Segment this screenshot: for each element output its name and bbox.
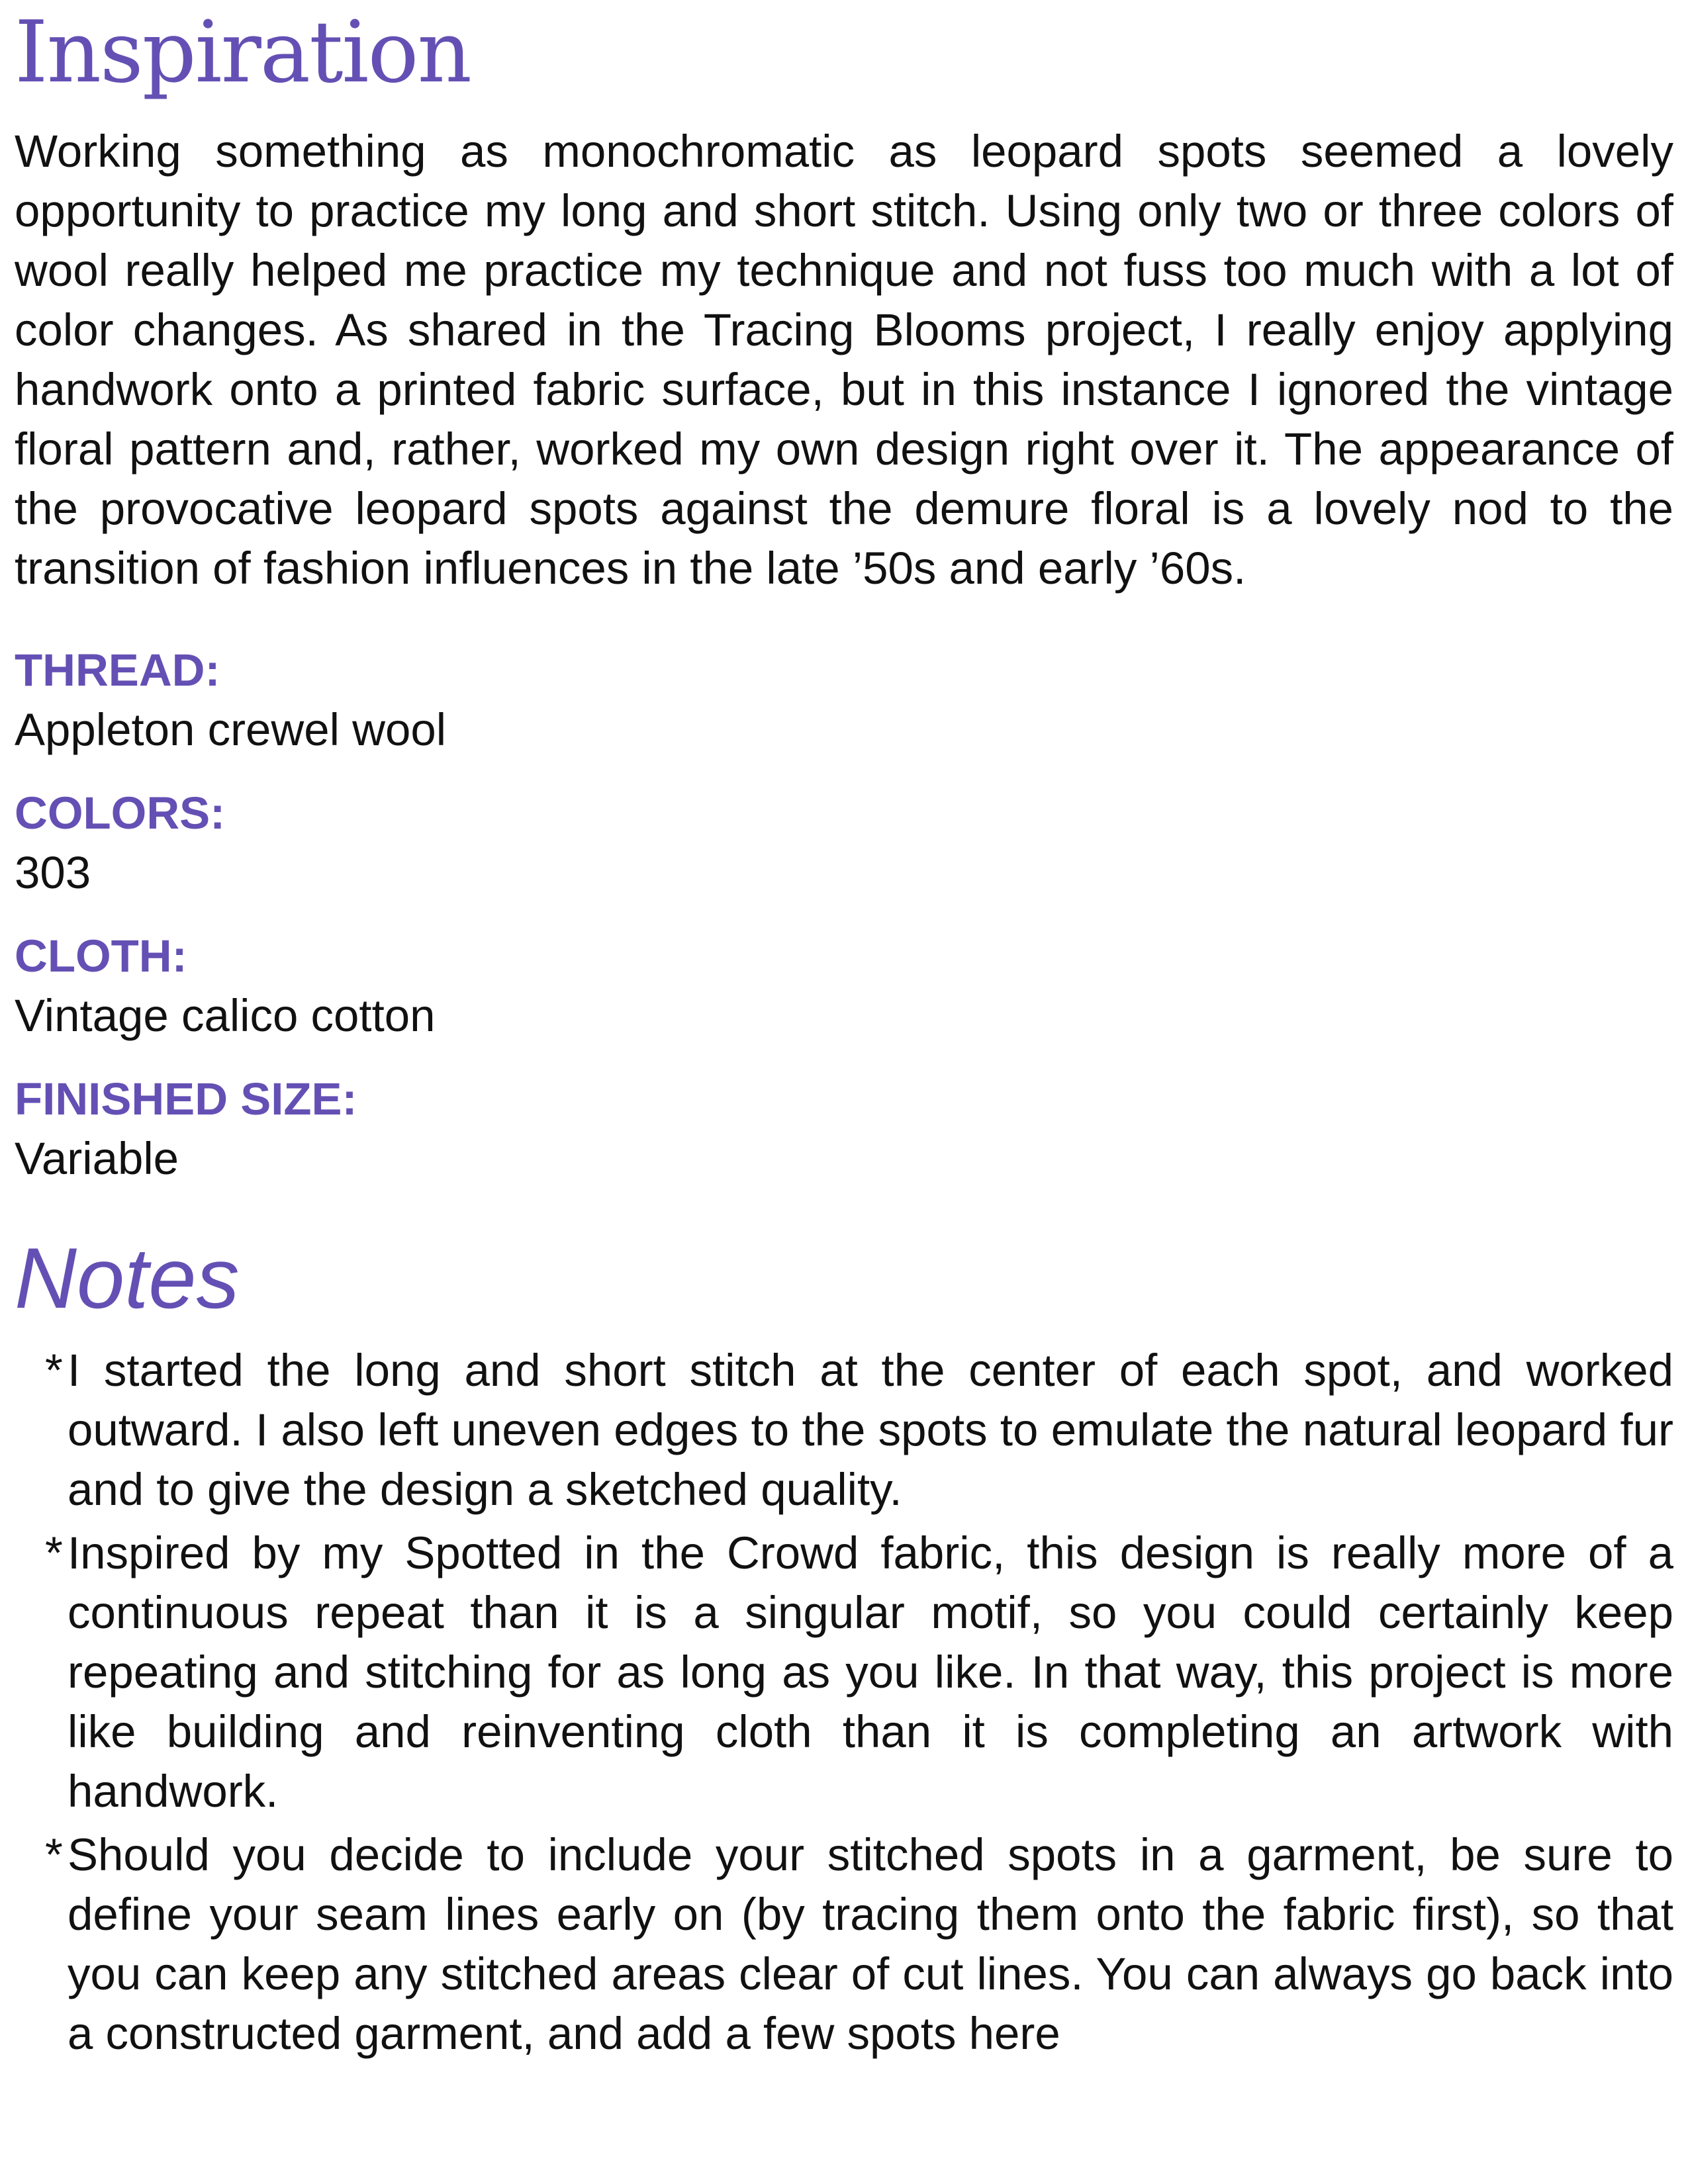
note-item xyxy=(15,1825,1673,2064)
spec-label-finished-size: FINISHED SIZE: xyxy=(15,1073,357,1124)
spec-label-colors: COLORS: xyxy=(15,788,226,839)
note-bullet: * xyxy=(45,1829,63,1880)
inspiration-paragraph: Working something as monochromatic as leopard spots seemed a lovely opportunity to practice my long and short stitch. Using only two or three colors of wool really helped me practice my technique and not fuss too much with a lot of color changes. As shared in the Tracing Blooms project, I really enjoy applying handwork onto a printed fabric surface, but in this instance I ignored the vintage floral pattern and, rather, worked my own design right over it. The appearance of the provocative leopard spots against the demure floral is a lovely nod to the transition of fashion influences in the late ’50s and early ’60s. xyxy=(15,126,1673,594)
spec-value-colors: 303 xyxy=(15,847,91,898)
spec-value-thread: Appleton crewel wool xyxy=(15,704,447,755)
note-text: I started the long and short stitch at the center of each spot, and worked outward. I also left uneven edges to the spots to emulate the natural leopard fur and to give the design a sketched quality. xyxy=(68,1345,1673,1515)
project-specs xyxy=(15,641,1673,1189)
note-item xyxy=(15,1341,1673,1520)
inspiration-heading: Inspiration xyxy=(15,3,471,102)
notes-list xyxy=(15,1341,1673,2064)
note-bullet: * xyxy=(45,1527,63,1578)
spec-colors xyxy=(15,784,1673,903)
spec-label-cloth: CLOTH: xyxy=(15,931,187,981)
spec-thread xyxy=(15,641,1673,760)
note-text: Should you decide to include your stitched spots in a garment, be sure to define your seam lines early on (by tracing them onto the fabric first), so that you can keep any stitched areas clear of cut lines. You can always go back into a constructed garment, and add a few spots here xyxy=(68,1829,1673,2059)
spec-cloth xyxy=(15,927,1673,1046)
notes-heading: Notes xyxy=(15,1230,240,1326)
spec-value-finished-size: Variable xyxy=(15,1133,179,1184)
note-bullet: * xyxy=(45,1345,63,1396)
spec-value-cloth: Vintage calico cotton xyxy=(15,990,436,1041)
document-page xyxy=(15,0,1673,2184)
note-text: Inspired by my Spotted in the Crowd fabric, this design is really more of a continuous repeat than it is a singular motif, so you could certainly keep repeating and stitching for as long as you like. In that way, this project is more like building and reinventing cloth than it is completing an artwork with handwork. xyxy=(68,1527,1673,1817)
spec-finished-size xyxy=(15,1069,1673,1189)
spec-label-thread: THREAD: xyxy=(15,645,220,696)
note-item xyxy=(15,1524,1673,1821)
